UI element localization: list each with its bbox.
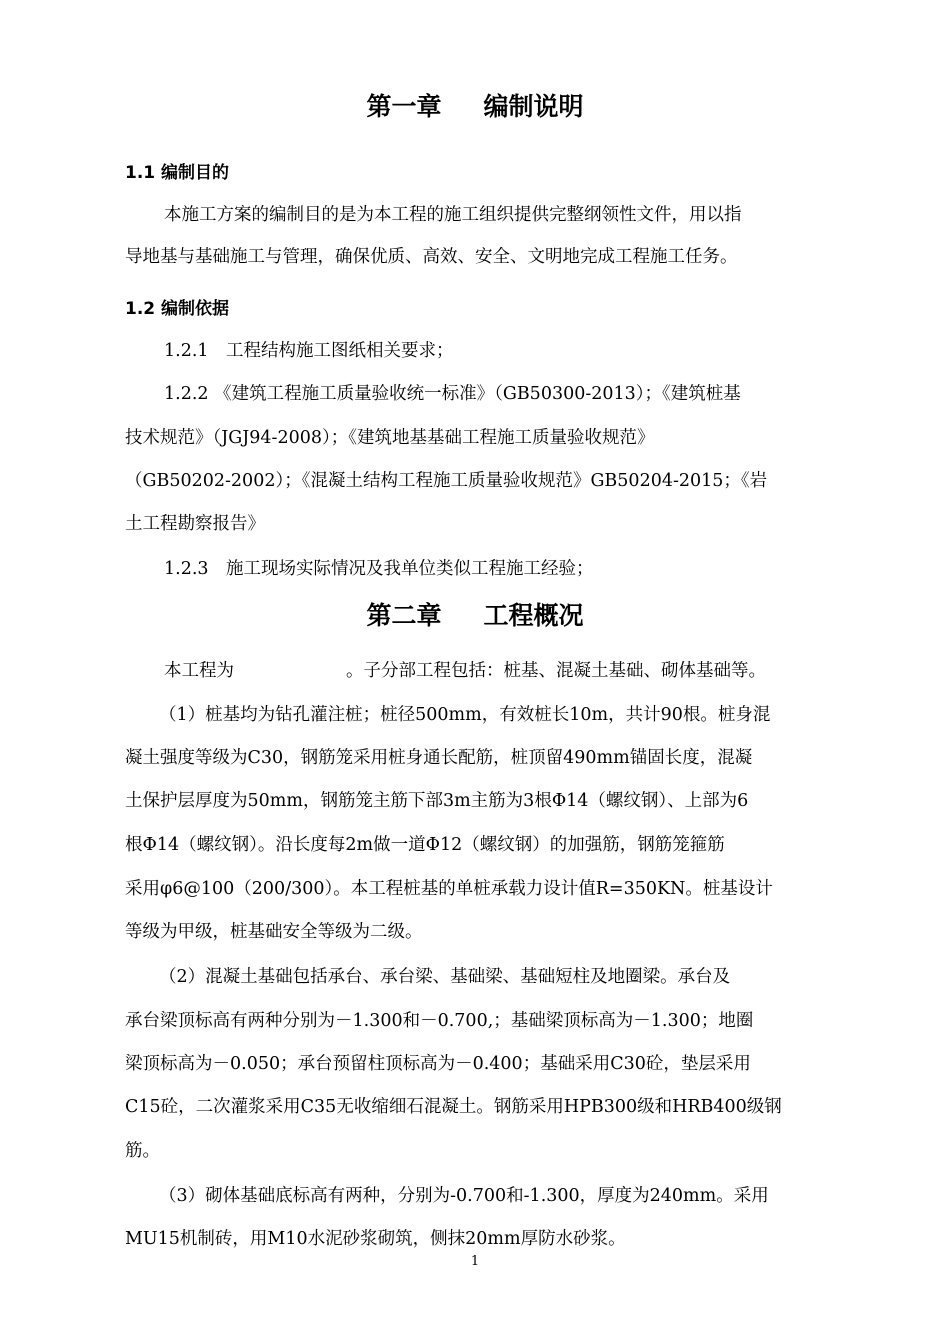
section-1-2-heading: 1.2 编制依据 [125, 299, 230, 319]
chapter-1-number: 第一章 [366, 92, 442, 121]
page-number: 1 [470, 1254, 480, 1269]
chapter-2-name: 工程概况 [483, 601, 584, 630]
concrete-para-line-2: 承台梁顶标高有两种分别为－1.300和－0.700,；基础梁顶标高为－1.300；地圈 [125, 1011, 754, 1031]
chapter-2-number: 第二章 [366, 601, 442, 630]
pile-para-line-2: 凝土强度等级为C30，钢筋笼采用桩身通长配筋，桩顶留490mm锚固长度，混凝 [125, 748, 753, 768]
section-1-1-heading: 1.1 编制目的 [125, 163, 230, 183]
pile-para-line-3: 土保护层厚度为50mm，钢筋笼主筋下部3m主筋为3根Φ14（螺纹钢）、上部为6 [125, 791, 749, 811]
overview-intro-pre: 本工程为 [164, 661, 234, 681]
section-1-2-item-1: 1.2.1 工程结构施工图纸相关要求； [164, 341, 454, 361]
section-1-1-line-1: 本施工方案的编制目的是为本工程的施工组织提供完整纲领性文件，用以指 [164, 205, 742, 225]
pile-para-line-6: 等级为甲级，桩基础安全等级为二级。 [125, 922, 423, 942]
section-1-2-item-2-line-2: 技术规范》（JGJ94-2008）；《建筑地基基础工程施工质量验收规范》 [125, 428, 655, 448]
concrete-para-line-4: C15砼，二次灌浆采用C35无收缩细石混凝土。钢筋采用HPB300级和HRB400级钢 [125, 1097, 782, 1117]
section-1-2-item-2-line-4: 土工程勘察报告》 [125, 514, 265, 534]
masonry-para-line-1: （3）砌体基础底标高有两种，分别为-0.700和-1.300，厚度为240mm。采用 [159, 1186, 769, 1206]
section-1-2-item-2-line-1: 1.2.2 《建筑工程施工质量验收统一标准》（GB50300-2013）；《建筑桩基 [164, 384, 741, 404]
pile-para-line-5: 采用φ6@100（200/300）。本工程桩基的单桩承载力设计值R=350KN。桩基设计 [125, 879, 773, 899]
section-1-2-item-3: 1.2.3 施工现场实际情况及我单位类似工程施工经验； [164, 559, 594, 579]
concrete-para-line-3: 梁顶标高为－0.050；承台预留柱顶标高为－0.400；基础采用C30砼，垫层采用 [125, 1054, 751, 1074]
section-1-1-line-2: 导地基与基础施工与管理，确保优质、高效、安全、文明地完成工程施工任务。 [125, 247, 738, 267]
chapter-1-name: 编制说明 [483, 92, 584, 121]
pile-para-line-4: 根Φ14（螺纹钢）。沿长度每2m做一道Φ12（螺纹钢）的加强筋，钢筋笼箍筋 [125, 835, 725, 855]
chapter-2-title [0, 601, 950, 631]
overview-intro-post: 。子分部工程包括：桩基、混凝土基础、砌体基础等。 [346, 661, 766, 681]
concrete-para-line-1: （2）混凝土基础包括承台、承台梁、基础梁、基础短柱及地圈梁。承台及 [159, 967, 731, 987]
pile-para-line-1: （1）桩基均为钻孔灌注桩；桩径500mm，有效桩长10m，共计90根。桩身混 [159, 705, 771, 725]
chapter-1-title [0, 92, 950, 122]
concrete-para-line-5: 筋。 [125, 1141, 160, 1161]
overview-intro [164, 659, 766, 683]
section-1-2-item-2-line-3: （GB50202-2002）；《混凝土结构工程施工质量验收规范》GB50204-2015；《岩 [125, 471, 768, 491]
masonry-para-line-2: MU15机制砖，用M10水泥砂浆砌筑，侧抹20mm厚防水砂浆。 [125, 1229, 626, 1249]
